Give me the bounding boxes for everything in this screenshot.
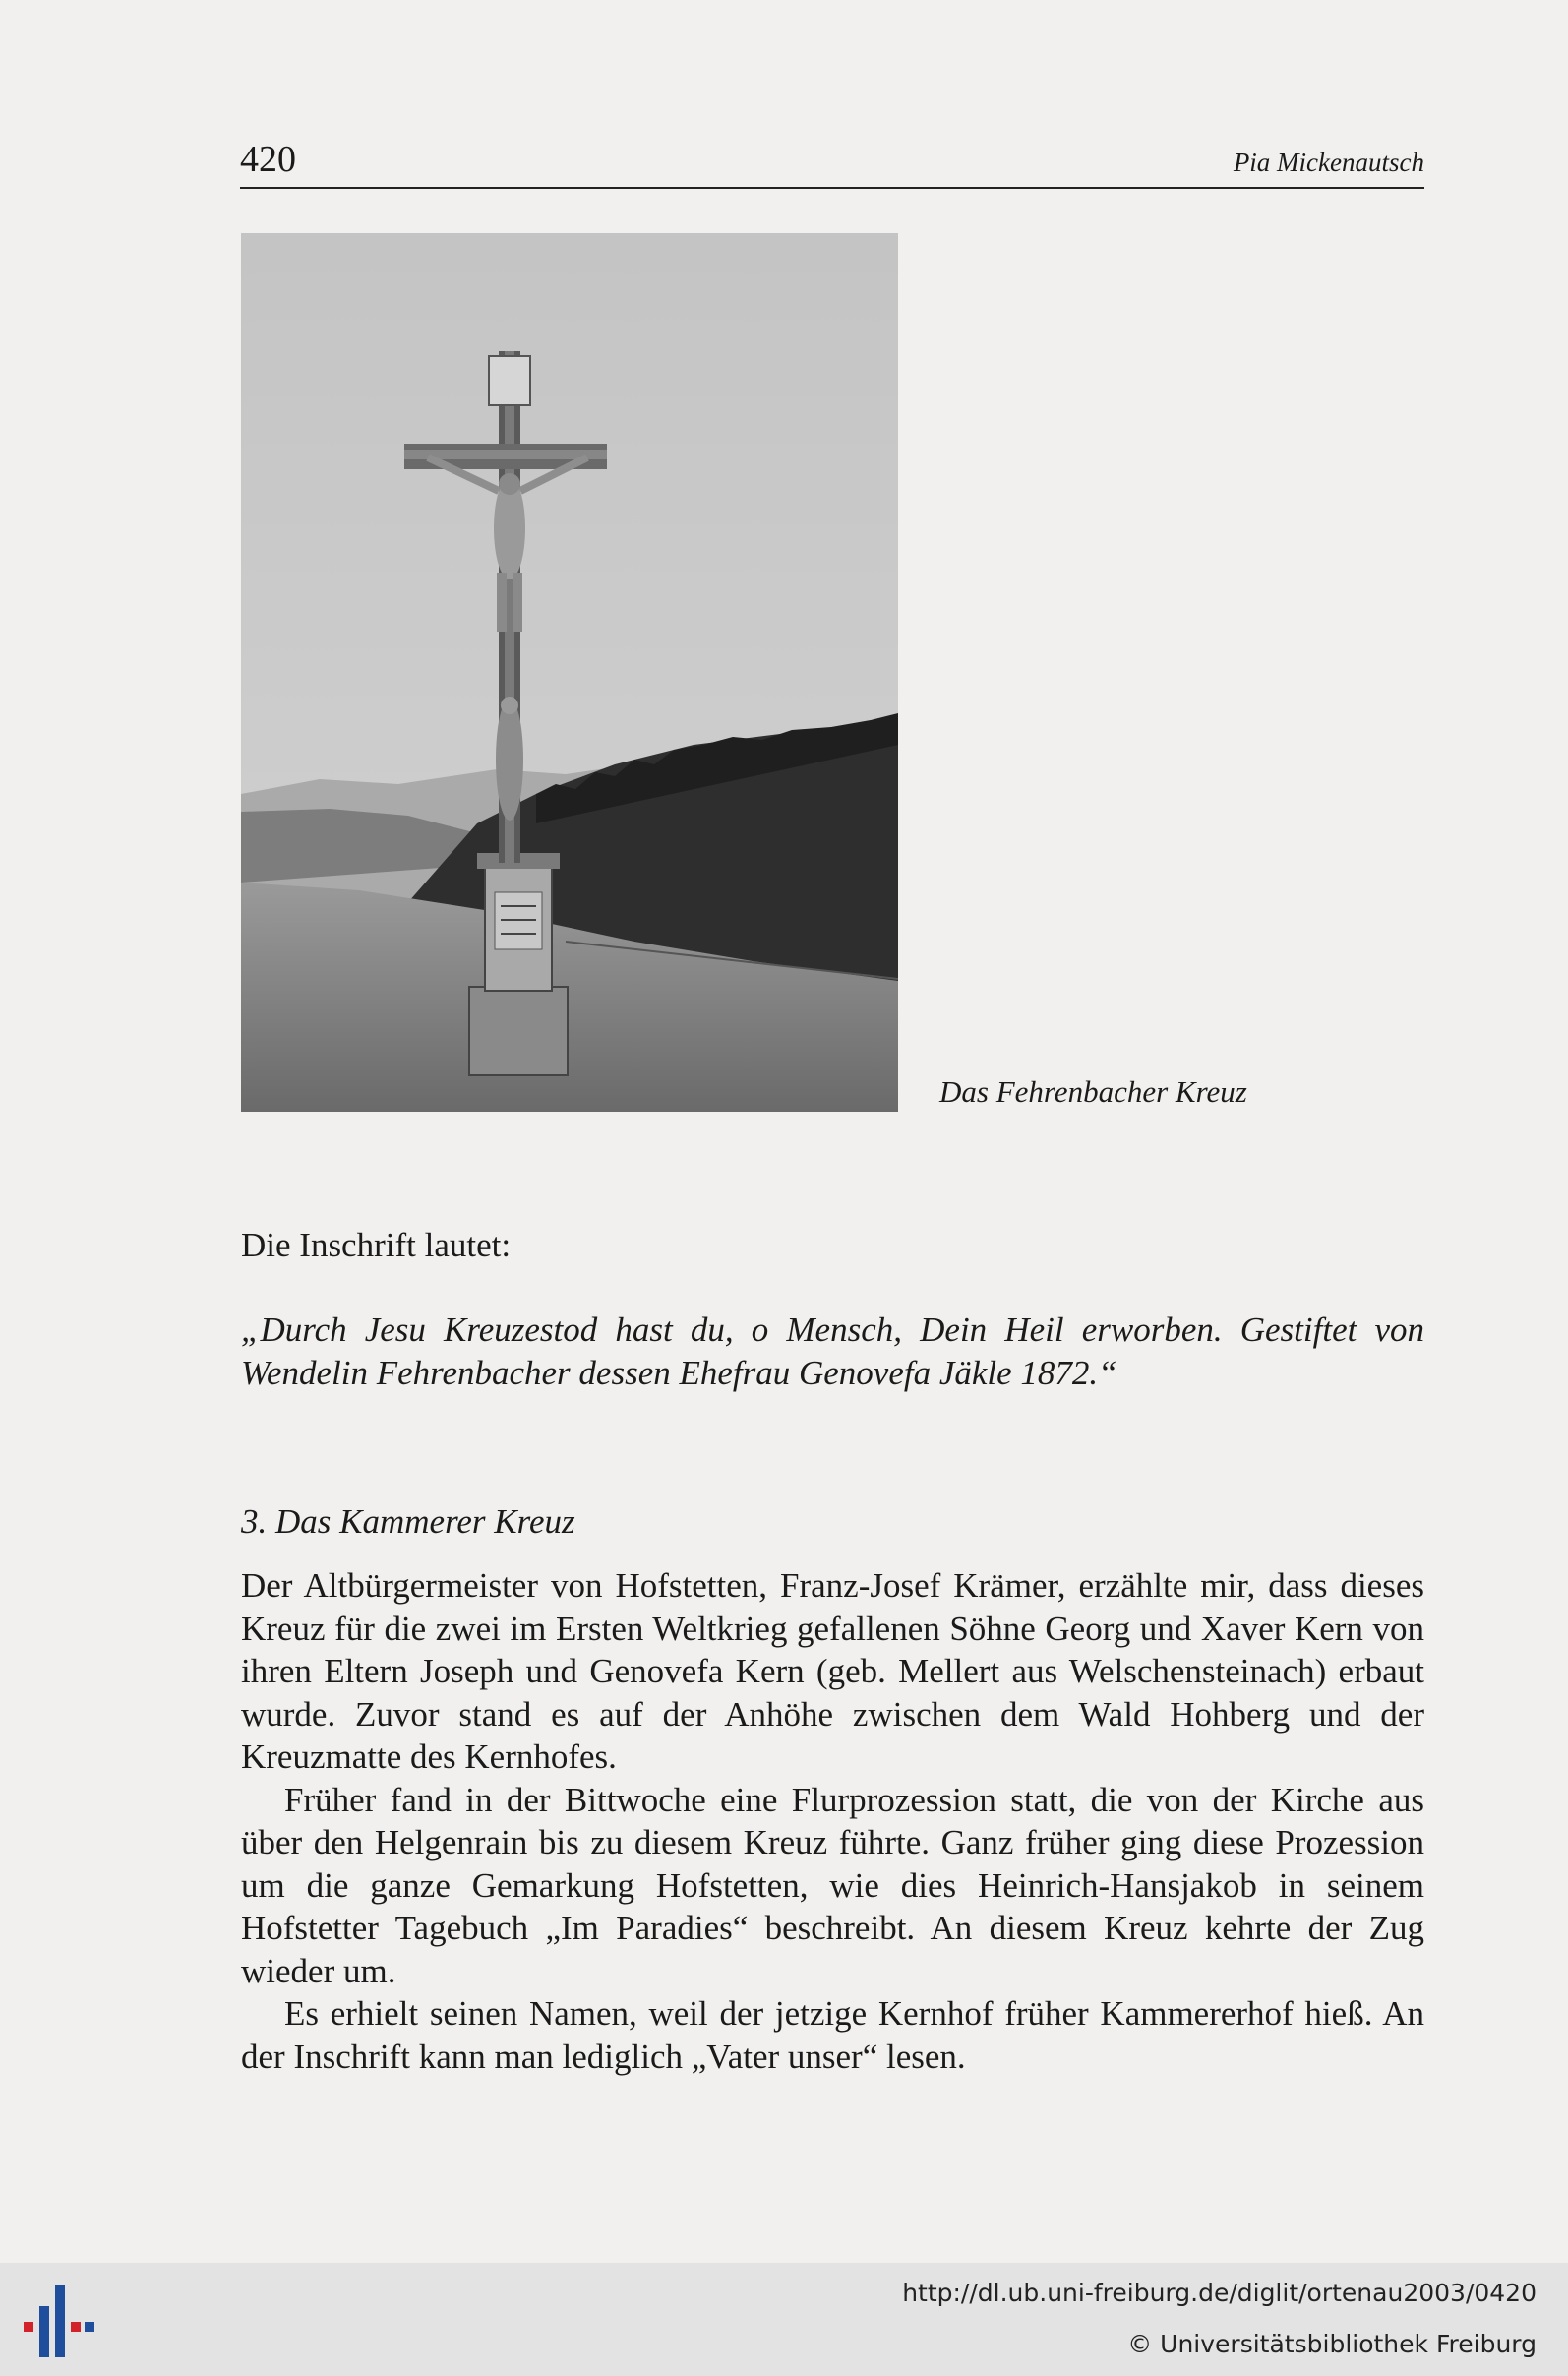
footer-copyright: © Universitätsbibliothek Freiburg xyxy=(1127,2330,1537,2358)
inri-plate xyxy=(489,356,530,405)
paragraph: Der Altbürgermeister von Hofstetten, Franz-Josef Krämer, erzählte mir, dass dieses Kreuz für die zwei im Ersten Weltkrieg gefallenen Söhne Georg und Xaver Kern von ihren Eltern Joseph und Genovefa Kern (geb. Mellert aus Welschensteinach) erbaut wurde. Zuvor stand es auf der Anhöhe zwischen dem Wald Hohberg und der Kreuzmatte des Kernhofes. xyxy=(241,1566,1424,1776)
footer-url[interactable]: http://dl.ub.uni-freiburg.de/diglit/ortenau2003/0420 xyxy=(902,2279,1537,2307)
header-rule xyxy=(240,187,1424,189)
running-head: Pia Mickenautsch xyxy=(1233,148,1424,177)
section-heading: 3. Das Kammerer Kreuz xyxy=(241,1502,575,1541)
cross-photo xyxy=(241,233,898,1112)
body-paragraphs xyxy=(241,1564,1424,2078)
page-number: 420 xyxy=(240,139,296,180)
paragraph: Früher fand in der Bittwoche eine Flurprozession statt, die von der Kirche aus über den Helgenrain bis zu diesem Kreuz führte. Ganz früher ging diese Prozession um die ganze Gemarkung Hofstetten, wie dies Heinrich-Hansjakob in seinem Hofstetter Tagebuch „Im Paradies“ beschreibt. An diesem Kreuz kehrte der Zug wieder um. xyxy=(241,1780,1424,1990)
inscription-quote: „Durch Jesu Kreuzestod hast du, o Mensch, Dein Heil erworben. Gestiftet von Wendelin Fehrenbacher dessen Ehefrau Genovefa Jäkle 1872.“ xyxy=(241,1310,1424,1392)
inscription-lead: Die Inschrift lautet: xyxy=(241,1226,512,1264)
madonna-figure xyxy=(496,699,523,821)
figure-caption: Das Fehrenbacher Kreuz xyxy=(939,1074,1247,1109)
paragraph: Es erhielt seinen Namen, weil der jetzige Kernhof früher Kammererhof hieß. An der Inschrift kann man lediglich „Vater unser“ lesen. xyxy=(241,1994,1424,2076)
ub-freiburg-logo-icon xyxy=(16,2277,104,2365)
cross-plinth xyxy=(469,987,568,1075)
